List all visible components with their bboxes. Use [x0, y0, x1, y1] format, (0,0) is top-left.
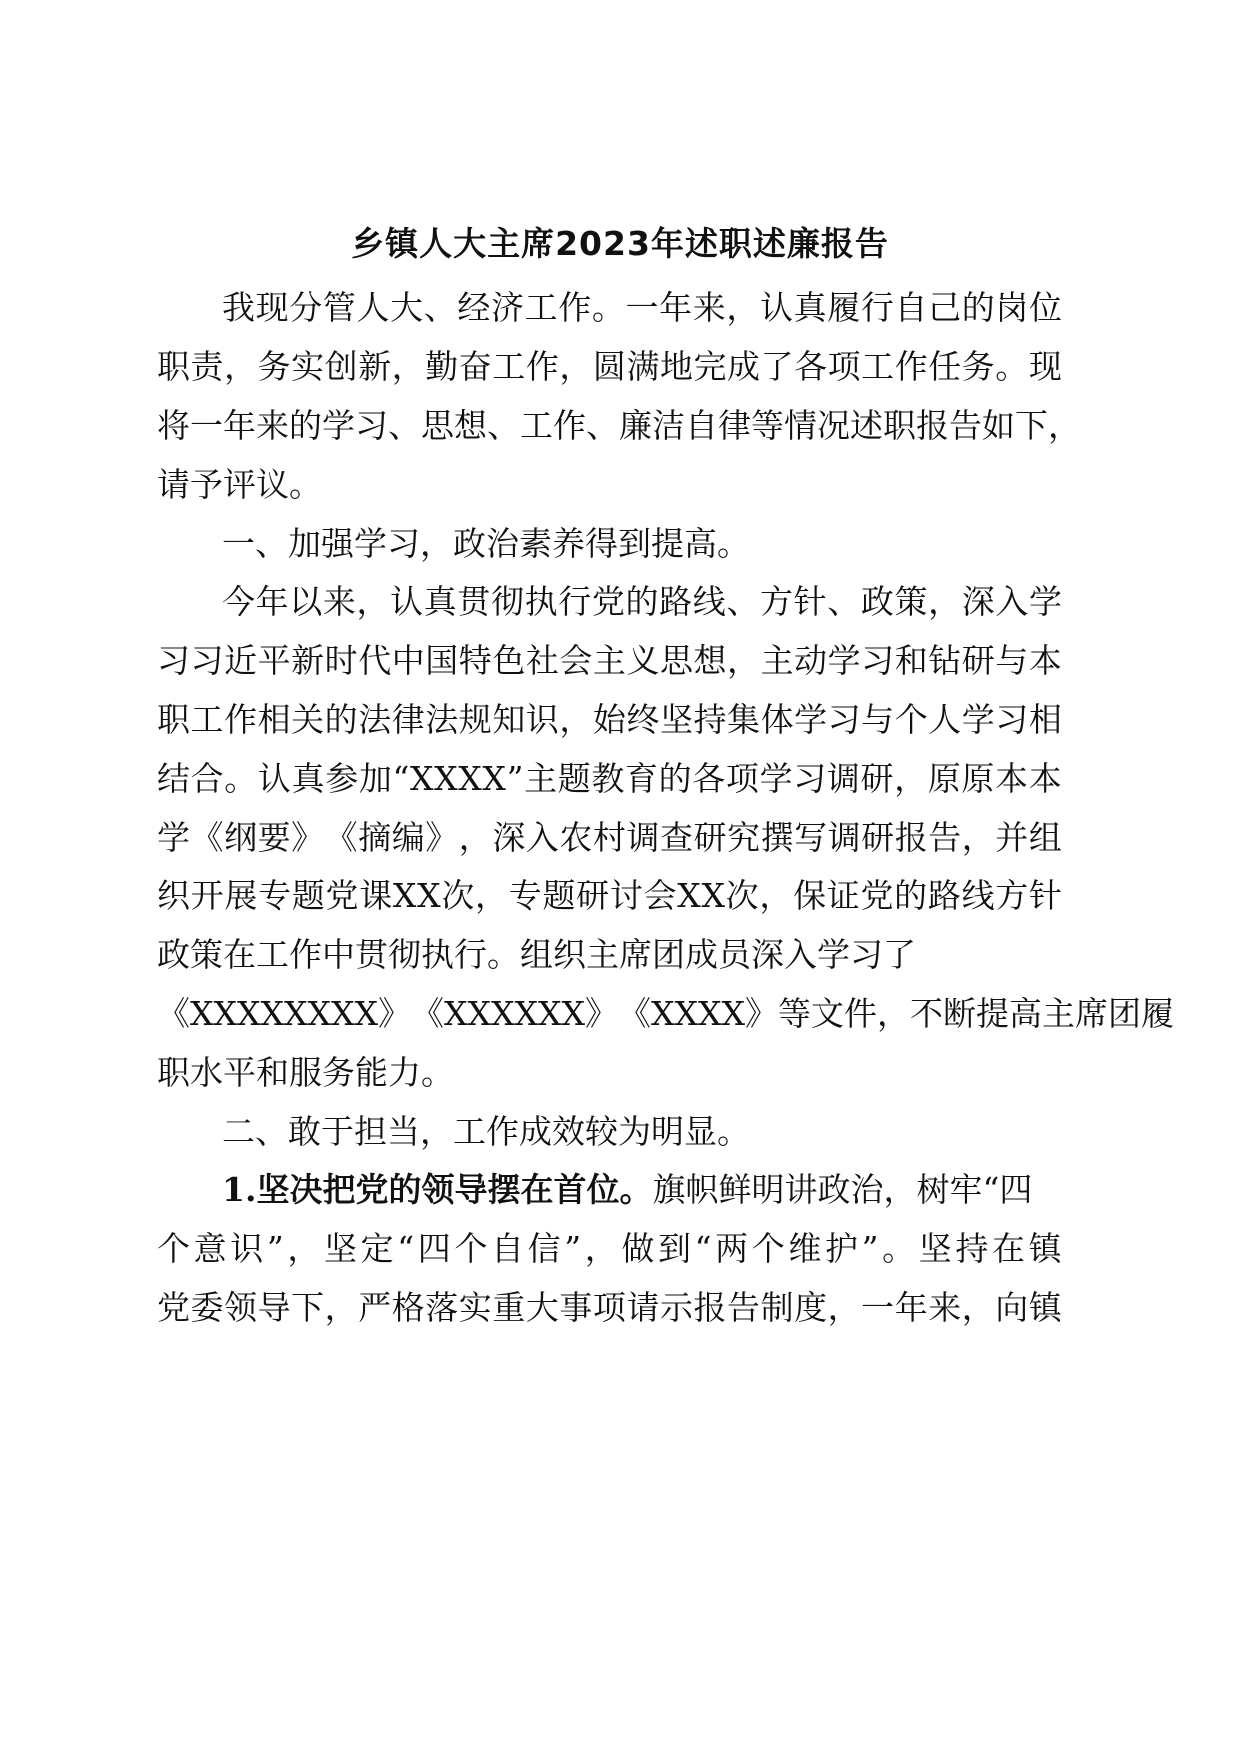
section-heading: 二、敢于担当，工作成效较为明显。	[222, 1112, 750, 1151]
paragraph-line: 职水平和服务能力。	[157, 1053, 454, 1092]
section-heading: 一、加强学习，政治素养得到提高。	[222, 524, 750, 563]
paragraph-line: 职 工 作 相 关 的 法 律 法 规 知 识 ， 始 终 坚 持 集 体 学 习 与 个 人 学 习 相	[157, 700, 1062, 739]
bold-lead-text: 1.坚决把党的领导摆在首位。	[222, 1170, 653, 1209]
paragraph-line: 织 开 展 专 题 党 课 X X 次 ， 专 题 研 讨 会 X X 次 ， 保 证 党 的 路 线 方 针	[157, 876, 1062, 915]
paragraph-line	[222, 1168, 1062, 1212]
paragraph-line: 将 一 年 来 的 学 习 、 思 想 、 工 作 、 廉 洁 自 律 等 情 况 述 职 报 告 如 下 ，	[157, 406, 1081, 445]
paragraph-line: 今 年 以 来 ， 认 真 贯 彻 执 行 党 的 路 线 、 方 针 、 政 策 ， 深 入 学	[222, 582, 1062, 621]
paragraph-line: 习 习 近 平 新 时 代 中 国 特 色 社 会 主 义 思 想 ， 主 动 学 习 和 钻 研 与 本	[157, 641, 1062, 680]
paragraph-line: 结 合 。 认 真 参 加 “ X X X X ” 主 题 教 育 的 各 项 学 习 调 研 ， 原 原 本 本	[157, 759, 1062, 798]
paragraph-line: 职 责 ， 务 实 创 新 ， 勤 奋 工 作 ， 圆 满 地 完 成 了 各 项 工 作 任 务 。 现	[157, 347, 1062, 386]
paragraph-text: 旗帜鲜明讲政治，树牢“四	[652, 1170, 1033, 1209]
paragraph-line: 党 委 领 导 下 ， 严 格 落 实 重 大 事 项 请 示 报 告 制 度 ， 一 年 来 ， 向 镇	[157, 1288, 1062, 1327]
paragraph-line: 我 现 分 管 人 大 、 经 济 工 作 。 一 年 来 ， 认 真 履 行 自 己 的 岗 位	[222, 288, 1062, 327]
paragraph-line: 请予评议。	[157, 465, 322, 504]
document-title: 乡镇人大主席2023年述职述廉报告	[351, 224, 889, 263]
paragraph-line: 学 《 纲 要 》 《 摘 编 》 ， 深 入 农 村 调 查 研 究 撰 写 调 研 报 告 ， 并 组	[157, 818, 1062, 857]
paragraph-line: 《 X X X X X X X X 》 《 X X X X X X 》 《 X X X X 》 等 文 件 ， 不 断 提 高 主 席 团 履	[157, 994, 1174, 1033]
paragraph-line: 政策在工作中贯彻执行。组织主席团成员深入学习了	[157, 935, 916, 974]
paragraph-line: 个 意 识 ” ， 坚 定 “ 四 个 自 信 ” ， 做 到 “ 两 个 维 护 ” 。 坚 持 在 镇	[157, 1229, 1062, 1268]
